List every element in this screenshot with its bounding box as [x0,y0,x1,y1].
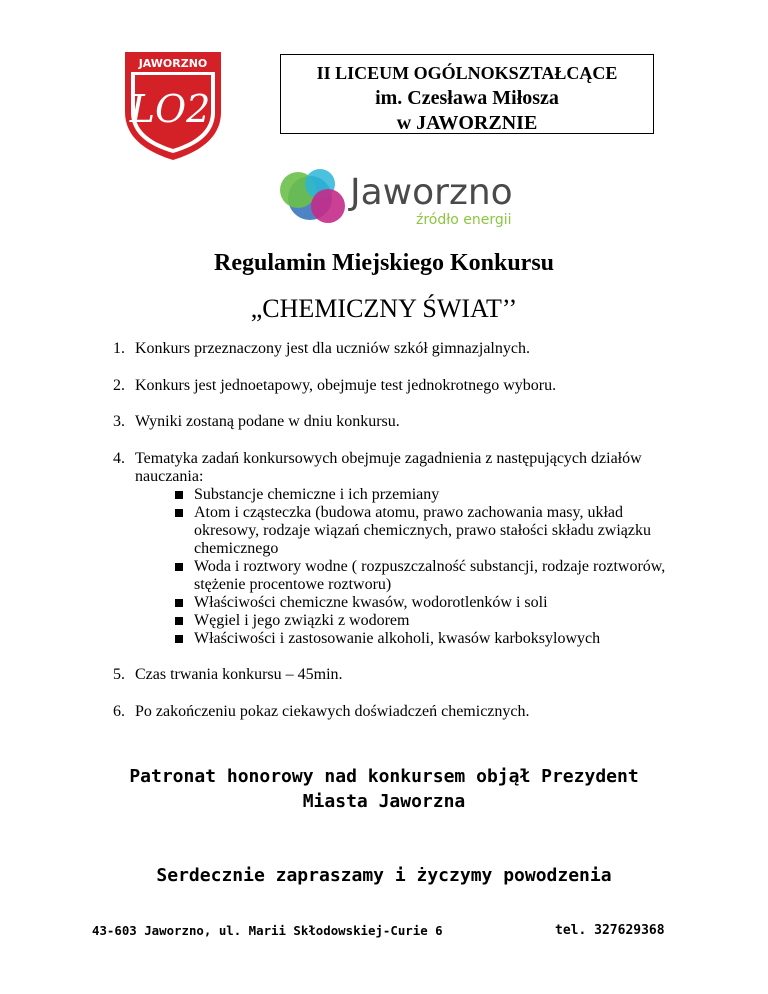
rule-item [113,413,673,431]
rule-text: Konkurs jest jednoetapowy, obejmuje test jednokrotnego wyboru. [135,377,557,394]
rule-number: 4. [113,450,125,467]
contest-name: „CHEMICZNY ŚWIAT’’ [250,294,518,323]
document-title: Regulamin Miejskiego Konkursu [213,250,555,276]
rule-text: Konkurs przeznaczony jest dla uczniów szkół gimnazjalnych. [135,340,530,357]
rule-text: Tematyka zadań konkursowych obejmuje zagadnienia z następujących działów nauczania: [135,450,642,485]
rule-item [113,666,673,684]
rule-number: 2. [113,377,125,394]
rule-number: 3. [113,413,125,430]
rule-number: 1. [113,340,125,357]
crest-monogram: LO2 [129,87,211,131]
school-name-line2: im. Czesława Miłosza [375,87,559,109]
topic-item: Woda i roztwory wodne ( rozpuszczalność substancji, rodzaje roztworów, stężenie procentowe roztworu) [173,558,673,594]
rule-number: 5. [113,666,125,683]
topic-item: Węgiel i jego związki z wodorem [173,612,673,630]
footer-phone: tel. 327629368 [555,923,665,938]
rule-item [113,450,673,648]
rule-item [113,377,673,395]
patron-line-1: Patronat honorowy nad konkursem objął Prezydent [129,766,639,787]
footer-address: 43-603 Jaworzno, ul. Marii Skłodowskiej-Curie 6 [92,923,443,938]
city-logo-tagline: źródło energii [416,212,512,228]
school-name-line1: II LICEUM OGÓLNOKSZTAŁCĄCE [316,63,618,83]
honorary-patronage [0,764,768,814]
rule-item [113,340,673,358]
school-name-line3: w JAWORZNIE [396,112,538,134]
rules-list [113,340,673,721]
rule-text: Czas trwania konkursu – 45min. [135,666,343,683]
topic-item: Atom i cząsteczka (budowa atomu, prawo zachowania masy, układ okresowy, rodzaje wiązań chemicznych, prawo stałości składu związku chemicznego [173,504,673,558]
jaworzno-city-logo [270,160,530,232]
topic-item: Właściwości chemiczne kwasów, wodorotlenków i soli [173,594,673,612]
rule-text: Po zakończeniu pokaz ciekawych doświadczeń chemicznych. [135,703,530,720]
crest-text: JAWORZNO [138,57,208,70]
topic-item: Substancje chemiczne i ich przemiany [173,486,673,504]
rule-number: 6. [113,703,125,720]
patron-line-2: Miasta Jaworzna [302,791,466,812]
rule-item [113,703,673,721]
school-crest-logo [121,50,225,162]
city-logo-name: Jaworzno [350,172,513,213]
topic-item: Właściwości i zastosowanie alkoholi, kwasów karboksylowych [173,630,673,648]
invitation-text: Serdecznie zapraszamy i życzymy powodzenia [156,865,612,886]
topics-list [135,486,673,648]
school-header [280,54,654,134]
rule-text: Wyniki zostaną podane w dniu konkursu. [135,413,400,430]
